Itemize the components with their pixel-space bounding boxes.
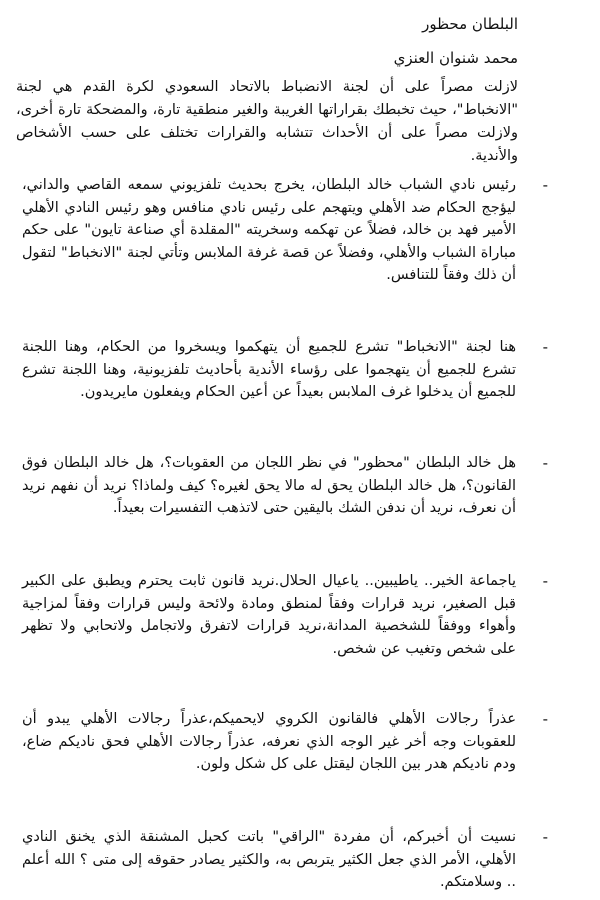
list-item-text: رئيس نادي الشباب خالد البلطان، يخرج بحديث تلفزيوني سمعه القاصي والداني، ليؤجج الحكام ضد الأهلي ويتهجم على رئيس نادي منافس وهو رئيس النادي الأهلي الأمير فهد بن خالد، فضلاً عن تهكمه وسخريته "المقلدة أي صناعة تايون" على حكم مباراة الشباب والأهلي، وفضلاً عن قصة غرفة الملابس وتأتي لجنة "الانخباط" لتقول أن ذلك وفقاً للتنافس. (22, 177, 516, 283)
bullet-dash: - (542, 176, 548, 194)
bullet-dash: - (542, 572, 548, 590)
list-item (22, 452, 548, 520)
list-item (22, 708, 548, 776)
list-item-text: عذراً رجالات الأهلي فالقانون الكروي لايحميكم،عذراً رجالات الأهلي يبدو أن للعقوبات وجه أخر غير الوجه الذي نعرفه، عذراً رجالات الأهلي فحق ناديكم ضاع، ودم ناديكم هدر بين اللجان ليقتل على كل شكل ولون. (22, 711, 516, 772)
list-item (22, 174, 548, 287)
bullet-dash: - (542, 338, 548, 356)
bullet-dash: - (542, 710, 548, 728)
list-item-text: نسيت أن أخبركم، أن مفردة "الراقي" باتت كحبل المشنقة الذي يخنق النادي الأهلي، الأمر الذي جعل الكثير يتربص به، والكثير يصادر حقوقه إلى متى ؟ الله أعلم .. وسلامتكم. (22, 829, 516, 890)
list-item (22, 826, 548, 894)
list-item-text: هل خالد البلطان "محظور" في نظر اللجان من العقوبات؟، هل خالد البلطان فوق القانون؟، هل خالد البلطان يحق له مالا يحق لغيره؟ كيف ولماذا؟ نريد أن نفهم نريد أن نعرف، نريد أن ندفن الشك باليقين حتى لاتذهب التفسيرات بعيداً. (22, 455, 516, 516)
bullet-dash: - (542, 828, 548, 846)
article-title: البلطان محظور (422, 15, 518, 33)
list-item (22, 570, 548, 660)
list-item (22, 336, 548, 404)
bullet-dash: - (542, 454, 548, 472)
article-author: محمد شنوان العنزي (393, 49, 518, 67)
list-item-text: هنا لجنة "الانخباط" تشرع للجميع أن يتهكموا ويسخروا من الحكام، وهنا اللجنة تشرع للجميع أن يتهجموا على رؤساء الأندية بأحاديث تلفزيونية، وهنا اللجنة تشرع للجميع أن يدخلوا غرف الملابس بعيداً عن أعين الحكام ويفعلون مايريدون. (22, 339, 516, 400)
intro-paragraph: لازلت مصراً على أن لجنة الانضباط بالاتحاد السعودي لكرة القدم هي لجنة "الانخباط"، حيث تخبطك بقراراتها الغريبة والغير منطقية تارة، والمضحكة تارة أخرى، ولازلت مصراً على أن الأحداث تتشابه والقرارات تختلف على حسب الأشخاص والأندية. (16, 79, 518, 164)
list-item-text: ياجماعة الخير.. ياطيبين.. ياعيال الحلال.نريد قانون ثابت يحترم ويطبق على الكبير قبل الصغير، نريد قرارات وفقاً لمنطق ومادة ولائحة وليس قرارات وفقاً لمزاجية وأهواء ووفقاً للشخصية المدانة،نريد قرارات لاتفرق ولاتجامل ولاتحابي ولا تظهر على شخص وتغيب عن شخص. (22, 573, 516, 657)
